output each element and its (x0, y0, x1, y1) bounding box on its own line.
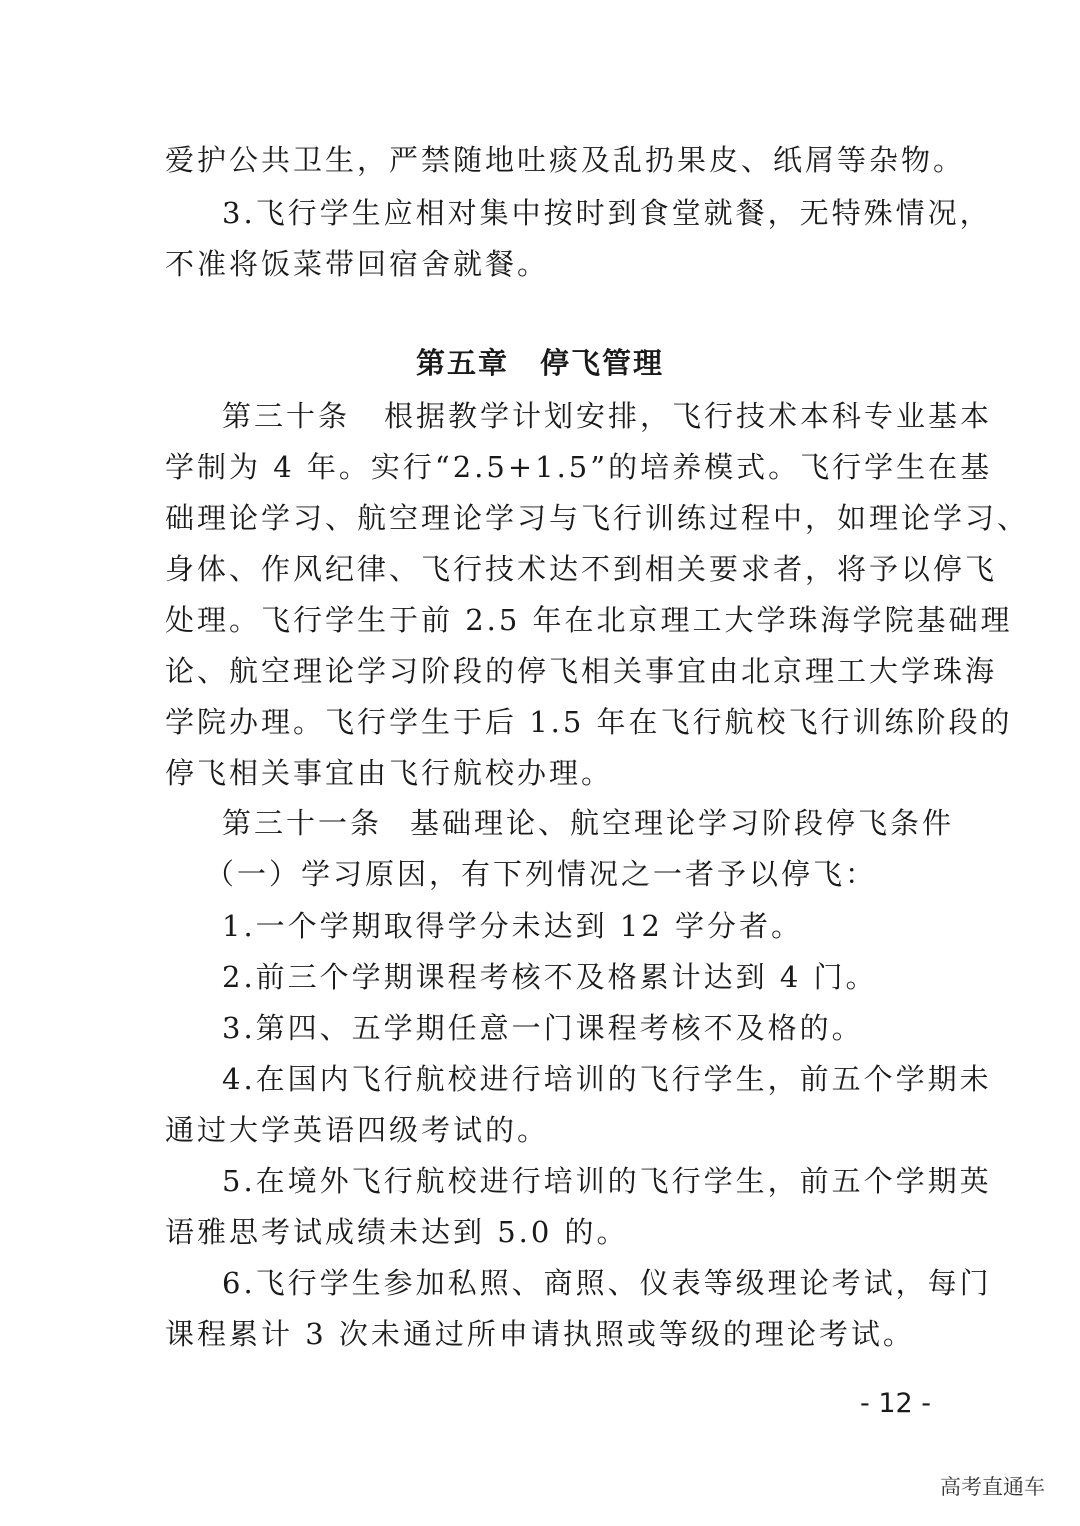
list-item: 2.前三个学期课程考核不及格累计达到 4 门。 (222, 960, 878, 994)
paragraph-line: 础理论学习、航空理论学习与飞行训练过程中，如理论学习、 (165, 501, 1030, 535)
paragraph-line: 不准将饭菜带回宿舍就餐。 (165, 247, 550, 281)
paragraph-line: 3.飞行学生应相对集中按时到食堂就餐，无特殊情况， (222, 196, 992, 230)
section-heading: （一）学习原因，有下列情况之一者予以停飞： (205, 857, 878, 891)
list-item: 5.在境外飞行航校进行培训的飞行学生，前五个学期英 (222, 1164, 992, 1198)
article-31-label: 第三十一条 (222, 806, 383, 840)
article-30-text: 根据教学计划安排，飞行技术本科专业基本 (384, 399, 993, 433)
list-item: 4.在国内飞行航校进行培训的飞行学生，前五个学期未 (222, 1062, 992, 1096)
page-number: - 12 - (860, 1388, 932, 1419)
list-item: 3.第四、五学期任意一门课程考核不及格的。 (222, 1011, 864, 1045)
paragraph-line: 停飞相关事宜由飞行航校办理。 (165, 756, 614, 790)
chapter-heading: 第五章 停飞管理 (415, 346, 664, 380)
list-item: 6.飞行学生参加私照、商照、仪表等级理论考试，每门 (222, 1266, 992, 1300)
list-item: 1.一个学期取得学分未达到 12 学分者。 (222, 909, 804, 943)
article-30-label: 第三十条 (222, 399, 351, 433)
list-item-continuation: 语雅思考试成绩未达到 5.0 的。 (165, 1215, 629, 1249)
paragraph-line: 身体、作风纪律、飞行技术达不到相关要求者，将予以停飞 (165, 552, 998, 586)
list-item-continuation: 通过大学英语四级考试的。 (165, 1113, 550, 1147)
paragraph-line: 爱护公共卫生，严禁随地吐痰及乱扔果皮、纸屑等杂物。 (165, 143, 966, 177)
article-31-line (222, 803, 955, 843)
paragraph-line: 学院办理。飞行学生于后 1.5 年在飞行航校飞行训练阶段的 (165, 705, 1013, 739)
watermark: 高考直通车 (940, 1475, 1045, 1499)
paragraph-line: 学制为 4 年。实行“2.5+1.5”的培养模式。飞行学生在基 (165, 450, 993, 484)
article-31-title: 基础理论、航空理论学习阶段停飞条件 (410, 806, 955, 840)
list-item-continuation: 课程累计 3 次未通过所申请执照或等级的理论考试。 (165, 1317, 915, 1351)
paragraph-line: 处理。飞行学生于前 2.5 年在北京理工大学珠海学院基础理 (165, 603, 1013, 637)
paragraph-line: 论、航空理论学习阶段的停飞相关事宜由北京理工大学珠海 (165, 654, 998, 688)
article-30-first-line (222, 396, 993, 436)
